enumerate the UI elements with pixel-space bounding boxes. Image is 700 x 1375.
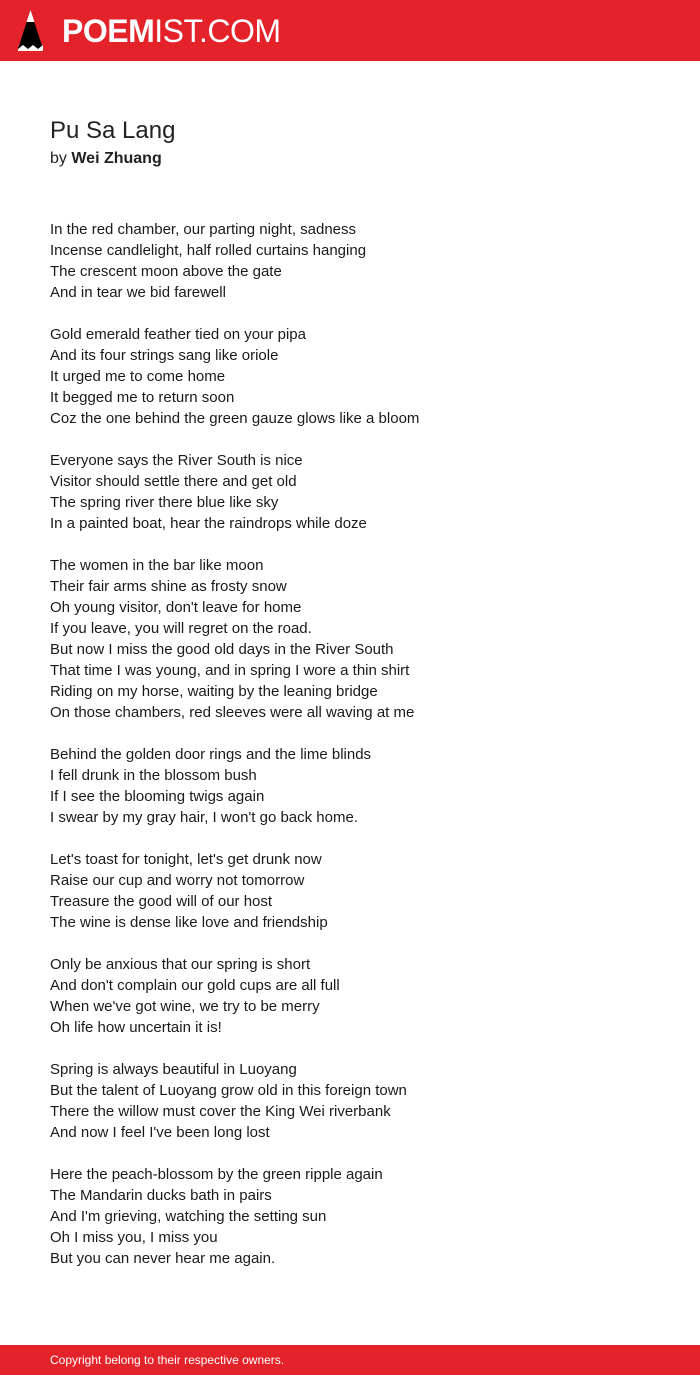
poem-line: Coz the one behind the green gauze glows like a bloom	[50, 410, 420, 427]
poem-line: Oh life how uncertain it is!	[50, 1019, 222, 1036]
poem-stanza	[50, 744, 670, 828]
site-header	[0, 0, 700, 61]
poem-line: And I'm grieving, watching the setting sun	[50, 1208, 327, 1225]
logo-bold-text: POEM	[62, 13, 155, 49]
poem-line: The spring river there blue like sky	[50, 494, 279, 511]
poem-line: In the red chamber, our parting night, sadness	[50, 221, 357, 238]
poem-line: The crescent moon above the gate	[50, 263, 282, 280]
site-footer	[0, 1345, 700, 1375]
site-logo[interactable]	[62, 11, 281, 51]
poem-stanza	[50, 555, 670, 723]
poem-stanza	[50, 1059, 670, 1143]
poem-stanza	[50, 849, 670, 933]
poem-stanza	[50, 219, 670, 303]
poem-line: And its four strings sang like oriole	[50, 347, 279, 364]
poem-line: The wine is dense like love and friendship	[50, 914, 328, 931]
poem-line: Spring is always beautiful in Luoyang	[50, 1061, 297, 1078]
poem-line: It urged me to come home	[50, 368, 226, 385]
byline	[50, 148, 162, 170]
poem-stanza	[50, 1164, 670, 1269]
poem-line: Here the peach-blossom by the green ripple again	[50, 1166, 383, 1183]
poem-line: Oh I miss you, I miss you	[50, 1229, 218, 1246]
poem-line: When we've got wine, we try to be merry	[50, 998, 320, 1015]
poem-line: The women in the bar like moon	[50, 557, 264, 574]
by-label: by	[50, 150, 67, 167]
poem-line: That time I was young, and in spring I wore a thin shirt	[50, 662, 410, 679]
poem-line: Visitor should settle there and get old	[50, 473, 297, 490]
poem-stanza	[50, 450, 670, 534]
poem-line: In a painted boat, hear the raindrops while doze	[50, 515, 367, 532]
author-name: Wei Zhuang	[71, 150, 162, 167]
poem-line: There the willow must cover the King Wei riverbank	[50, 1103, 391, 1120]
logo-light-text: IST.COM	[154, 13, 281, 49]
poem-line: And now I feel I've been long lost	[50, 1124, 270, 1141]
poem-line: If I see the blooming twigs again	[50, 788, 265, 805]
poem-stanza	[50, 954, 670, 1038]
poem-line: The Mandarin ducks bath in pairs	[50, 1187, 272, 1204]
poem-line: Incense candlelight, half rolled curtains hanging	[50, 242, 367, 259]
poem-line: Treasure the good will of our host	[50, 893, 273, 910]
poem-line: And don't complain our gold cups are all full	[50, 977, 340, 994]
poem-title: Pu Sa Lang	[50, 117, 176, 144]
poem-line: But the talent of Luoyang grow old in this foreign town	[50, 1082, 407, 1099]
poem-line: But now I miss the good old days in the River South	[50, 641, 394, 658]
poem-line: But you can never hear me again.	[50, 1250, 276, 1267]
poem-stanza	[50, 324, 670, 429]
poem-line: I fell drunk in the blossom bush	[50, 767, 257, 784]
poem-body	[50, 219, 670, 1269]
poem-line: I swear by my gray hair, I won't go back home.	[50, 809, 358, 826]
copyright-text: Copyright belong to their respective owners.	[50, 1353, 285, 1367]
poem-line: If you leave, you will regret on the road.	[50, 620, 312, 637]
poem-line: Only be anxious that our spring is short	[50, 956, 311, 973]
poem-line: Let's toast for tonight, let's get drunk now	[50, 851, 322, 868]
pencil-tip-icon[interactable]	[17, 9, 44, 52]
poem-line: Everyone says the River South is nice	[50, 452, 303, 469]
poem-line: Riding on my horse, waiting by the leaning bridge	[50, 683, 378, 700]
poem-line: It begged me to return soon	[50, 389, 235, 406]
poem-line: And in tear we bid farewell	[50, 284, 226, 301]
poem-line: Their fair arms shine as frosty snow	[50, 578, 287, 595]
poem-line: Behind the golden door rings and the lime blinds	[50, 746, 372, 763]
poem-line: Oh young visitor, don't leave for home	[50, 599, 302, 616]
poem-line: Gold emerald feather tied on your pipa	[50, 326, 306, 343]
poem-line: Raise our cup and worry not tomorrow	[50, 872, 305, 889]
poem-line: On those chambers, red sleeves were all waving at me	[50, 704, 415, 721]
